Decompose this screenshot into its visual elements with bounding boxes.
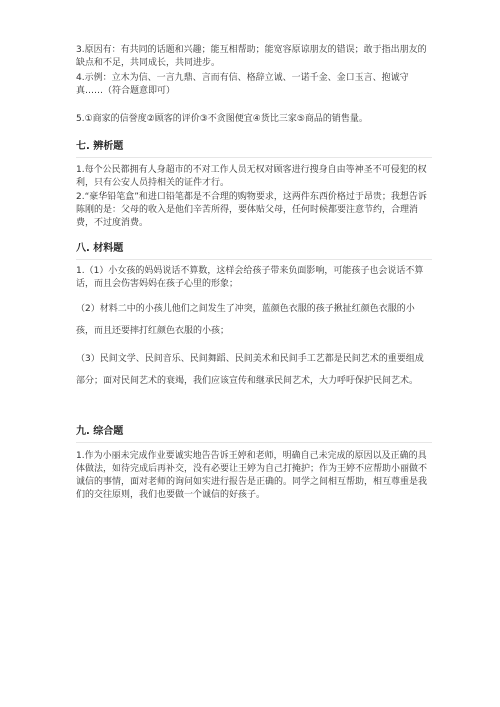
section-7-divider [76,157,432,158]
section-9-divider [76,442,432,443]
section-7-answer-2: 2.“豪华铅笔盒”和进口铅笔都是不合理的购物要求，这两件东西价格过于昂贵；我想告诉陈刚的是：父母的收入是他们辛苦所得，要体贴父母，任何时候都要注意节约，合理消费，不过度消费。 [76,192,427,228]
section-7-answer-1: 1.每个公民都拥有人身超市的不对工作人员无权对顾客进行搜身自由等神圣不可侵犯的权利，只有公安人员持相关的证件才行。 [76,165,427,188]
answer-3: 3.原因有：有共同的话题和兴趣；能互相帮助；能宽容原谅朋友的错误；敢于指出朋友的缺点和不足，共同成长，共同进步。 [76,45,427,68]
section-8-answer-2: （2）材料二中的小孩儿他们之间发生了冲突，蓝颜色衣服的孩子揪扯红颜色衣服的小孩，而且还要摔打红颜色衣服的小孩； [76,304,415,336]
section-8-answer-1: 1.（1）小女孩的妈妈说话不算数，这样会给孩子带来负面影响，可能孩子也会说话不算话，而且会伤害妈妈在孩子心里的形象； [76,266,424,289]
section-8-divider [76,259,432,260]
section-9-heading: 九. 综合题 [76,426,124,437]
answer-4: 4.示例：立木为信、一言九鼎、言而有信、格辞立诚、一诺千金、金口玉言、抱诚守真……（符合题意即可） [76,73,409,96]
section-7-heading: 七. 辨析题 [76,141,124,152]
section-8-answer-3: （3）民间文学、民间音乐、民间舞蹈、民间美术和民间手工艺都是民间艺术的重要组成部分；面对民间艺术的衰竭，我们应该宣传和继承民间艺术，大力呼吁保护民间艺术。 [76,354,424,386]
section-8-heading: 八. 材料题 [76,243,124,254]
section-9-answer-1: 1.作为小丽未完成作业要诚实地告告诉王婷和老师，明确自己未完成的原因以及正确的具体做法，如待完成后再补交，没有必要让王婷为自己打掩护；作为王婷不应帮助小丽做不诚信的事情，面对老师的询问如实进行报告是正确的。同学之间相互帮助，相互尊重是我们的交往原则，我们也要做一个诚信的好孩子。 [76,451,428,500]
answer-5: 5.①商家的信誉度②顾客的评价③不贪图便宜④货比三家⑤商品的销售量。 [76,114,368,124]
